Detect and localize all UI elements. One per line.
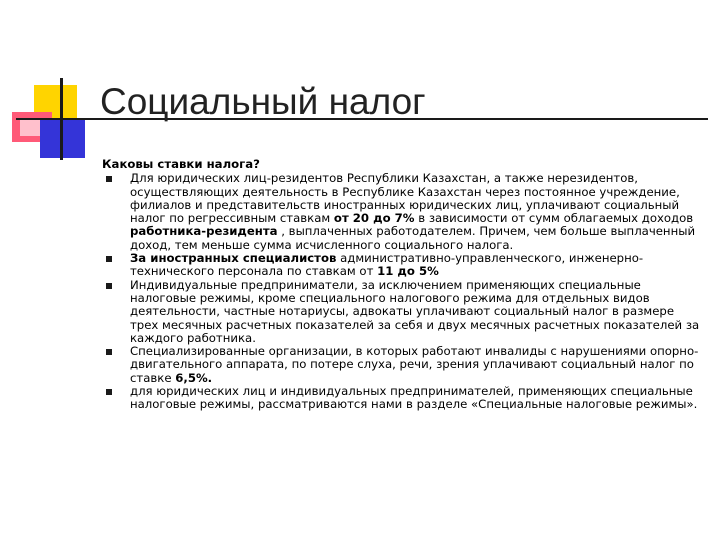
question-heading: Каковы ставки налога? <box>102 157 260 171</box>
square-bullet-icon <box>106 176 112 182</box>
list-item: Индивидуальные предприниматели, за исключением применяющих специальные налоговые режимы, кроме специального налогового режима для отдельных видов деятельности, частные нотариусы, адвокаты уплачивают социальный налог в размере трех месячных расчетных показателей за себя и двух месячных расчетных показателей за каждого работника. <box>102 279 702 345</box>
list-item: для юридических лиц и индивидуальных предпринимателей, применяющих специальные налоговые режимы, рассматриваются нами в разделе «Специальные налоговые режимы». <box>102 385 702 412</box>
bullet-list <box>102 172 702 411</box>
slide-content <box>102 158 702 412</box>
square-bullet-icon <box>106 389 112 395</box>
list-item: Специализированные организации, в которых работают инвалиды с нарушениями опорно-двигательного аппарата, по потере слуха, речи, зрения уплачивают социальный налог по ставке 6,5%. <box>102 345 702 385</box>
slide-title: Социальный налог <box>100 81 426 122</box>
square-bullet-icon <box>106 283 112 289</box>
list-item: За иностранных специалистов административно-управленческого, инженерно-технического персонала по ставкам от 11 до 5% <box>102 252 702 279</box>
square-bullet-icon <box>106 349 112 355</box>
square-bullet-icon <box>106 256 112 262</box>
list-item: Для юридических лиц-резидентов Республики Казахстан, а также нерезидентов, осуществляющих деятельность в Республике Казахстан через постоянное учреждение, филиалов и представительств иностранных юридических лиц, уплачивают социальный налог по регрессивным ставкам от 20 до 7% в зависимости от сумм облагаемых доходов работника-резидента , выплаченных работодателем. Причем, чем больше выплаченный доход, тем меньше сумма исчисленного социального налога. <box>102 172 702 252</box>
